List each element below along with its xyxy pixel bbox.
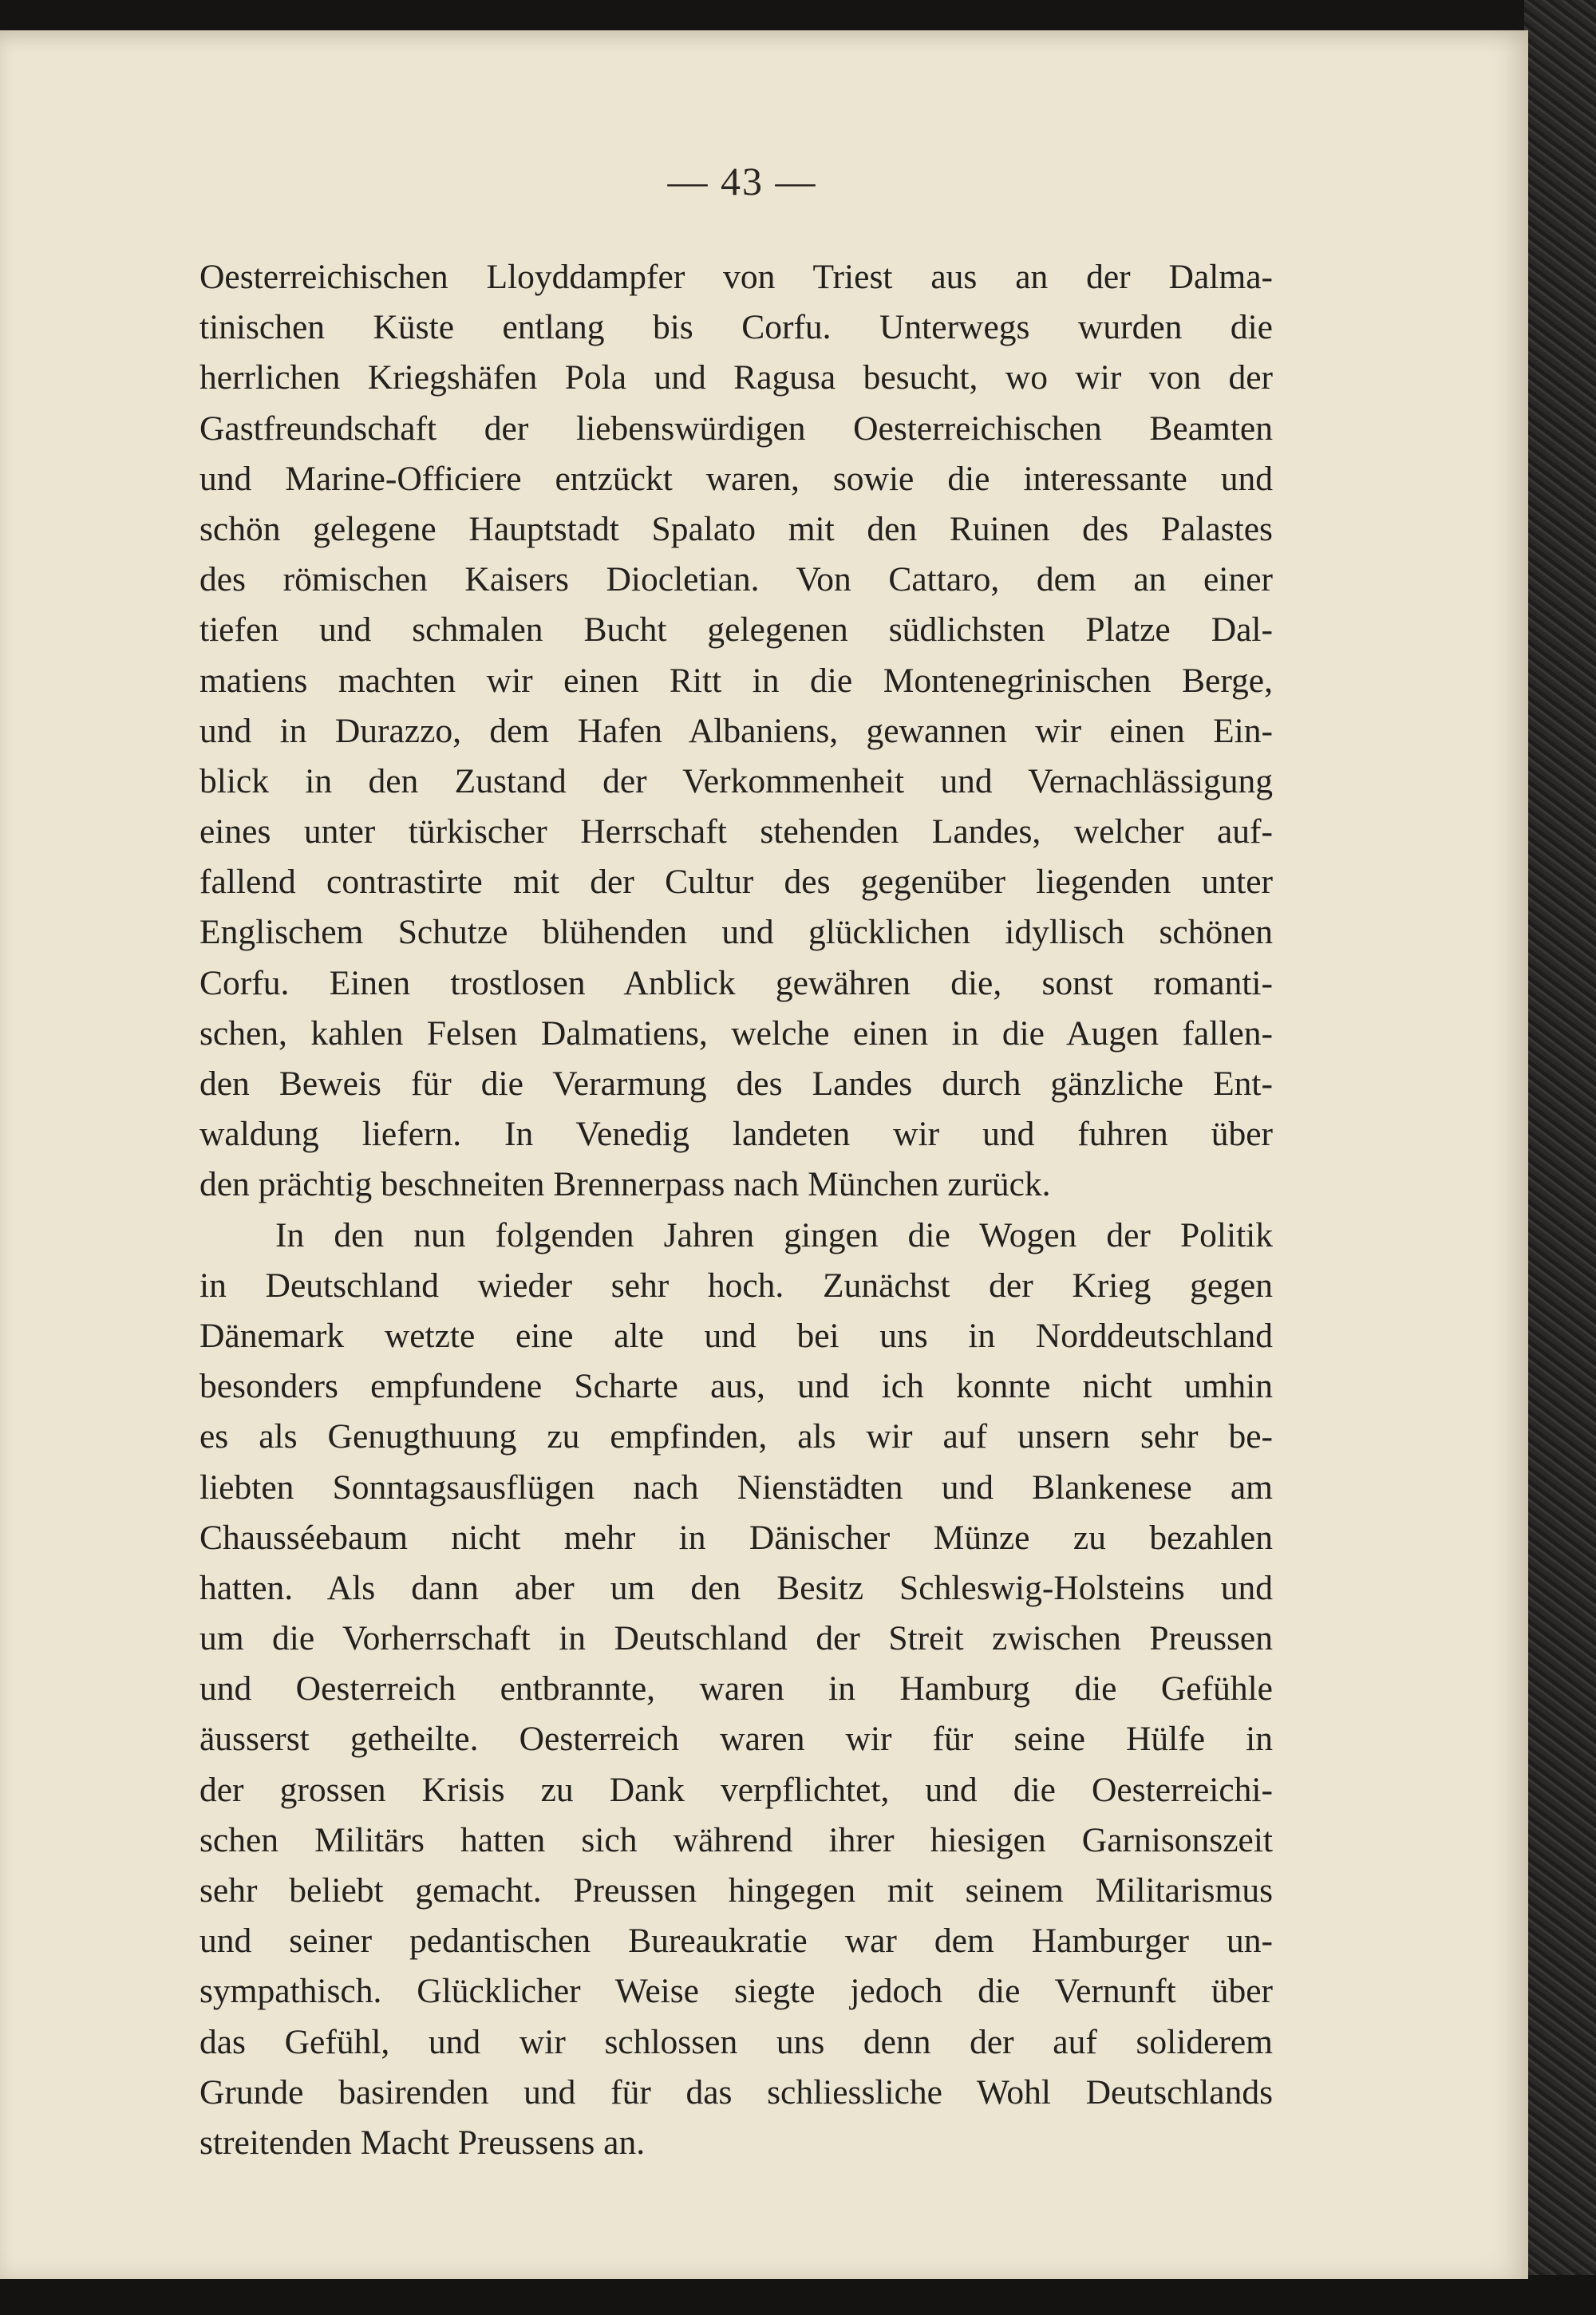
- text-line: den prächtig beschneiten Brennerpass nach München zurück.: [200, 1165, 1051, 1204]
- text-line: Corfu. Einen trostlosen Anblick gewähren die, sonst romanti-: [200, 963, 1273, 1002]
- text-line: sympathisch. Glücklicher Weise siegte jedoch die Vernunft über: [200, 1972, 1273, 2011]
- text-line: blick in den Zustand der Verkommenheit und Vernachlässigung: [200, 761, 1273, 800]
- text-line: und Oesterreich entbrannte, waren in Hamburg die Gefühle: [200, 1669, 1273, 1709]
- text-line: schen, kahlen Felsen Dalmatiens, welche einen in die Augen fallen-: [200, 1013, 1273, 1053]
- text-line: eines unter türkischer Herrschaft stehenden Landes, welcher auf-: [200, 812, 1273, 851]
- text-line: tiefen und schmalen Bucht gelegenen südlichsten Platze Dal-: [200, 610, 1273, 650]
- text-line: herrlichen Kriegshäfen Pola und Ragusa besucht, wo wir von der: [200, 358, 1273, 397]
- body-text: [200, 252, 1273, 2168]
- text-line: in Deutschland wieder sehr hoch. Zunächst der Krieg gegen: [200, 1266, 1273, 1305]
- text-line: streitenden Macht Preussens an.: [200, 2123, 646, 2162]
- text-line: Chausséebaum nicht mehr in Dänischer Münze zu bezahlen: [200, 1518, 1273, 1557]
- text-line: um die Vorherrschaft in Deutschland der Streit zwischen Preussen: [200, 1619, 1273, 1658]
- text-line: den Beweis für die Verarmung des Landes durch gänzliche Ent-: [200, 1065, 1273, 1103]
- page-number: — 43 —: [667, 159, 817, 203]
- text-line: Oesterreichischen Lloyddampfer von Triest aus an der Dalma-: [200, 258, 1273, 296]
- text-line: Grunde basirenden und für das schliessliche Wohl Deutschlands: [200, 2072, 1273, 2112]
- text-line: Gastfreundschaft der liebenswürdigen Oesterreichischen Beamten: [200, 409, 1273, 448]
- text-line: matiens machten wir einen Ritt in die Montenegrinischen Berge,: [200, 661, 1273, 700]
- text-line: tinischen Küste entlang bis Corfu. Unterwegs wurden die: [200, 308, 1273, 347]
- scan-background-top: [0, 0, 1596, 32]
- text-line: des römischen Kaisers Diocletian. Von Cattaro, dem an einer: [200, 560, 1273, 599]
- text-line: besonders empfundene Scharte aus, und ich konnte nicht umhin: [200, 1367, 1273, 1406]
- text-line: Dänemark wetzte eine alte und bei uns in Norddeutschland: [200, 1316, 1273, 1355]
- book-cover-edge: [1524, 0, 1596, 2315]
- text-line: liebten Sonntagsausflügen nach Nienstädten und Blankenese am: [200, 1468, 1273, 1507]
- text-line: und in Durazzo, dem Hafen Albaniens, gewannen wir einen Ein-: [200, 711, 1273, 750]
- scan-background-bottom: [0, 2275, 1596, 2315]
- text-line: sehr beliebt gemacht. Preussen hingegen mit seinem Militarismus: [200, 1871, 1273, 1910]
- text-line: und Marine-Officiere entzückt waren, sowie die interessante und: [200, 459, 1273, 498]
- text-line: schen Militärs hatten sich während ihrer hiesigen Garnisonszeit: [200, 1820, 1273, 1859]
- text-line: das Gefühl, und wir schlossen uns denn der auf soliderem: [200, 2022, 1273, 2061]
- book-page: [0, 30, 1528, 2279]
- text-line: schön gelegene Hauptstadt Spalato mit den Ruinen des Palastes: [200, 509, 1273, 548]
- text-line: der grossen Krisis zu Dank verpflichtet, und die Oesterreichi-: [200, 1770, 1273, 1809]
- text-line: fallend contrastirte mit der Cultur des gegenüber liegenden unter: [200, 863, 1273, 902]
- text-line: Englischem Schutze blühenden und glücklichen idyllisch schönen: [200, 913, 1273, 952]
- text-line: es als Genugthuung zu empfinden, als wir auf unsern sehr be-: [200, 1417, 1273, 1456]
- text-line: hatten. Als dann aber um den Besitz Schleswig-Holsteins und: [200, 1568, 1273, 1607]
- text-line: äusserst getheilte. Oesterreich waren wir für seine Hülfe in: [200, 1720, 1273, 1759]
- text-line: In den nun folgenden Jahren gingen die Wogen der Politik: [275, 1215, 1273, 1254]
- text-line: waldung liefern. In Venedig landeten wir und fuhren über: [200, 1115, 1273, 1154]
- text-line: und seiner pedantischen Bureaukratie war dem Hamburger un-: [200, 1922, 1273, 1961]
